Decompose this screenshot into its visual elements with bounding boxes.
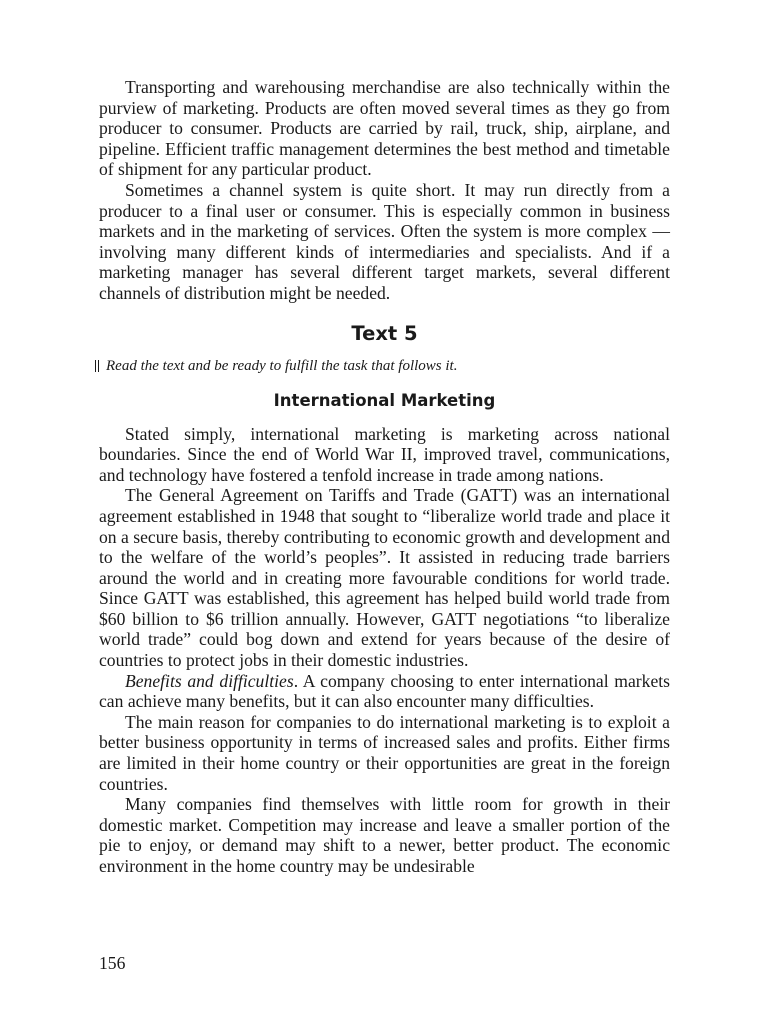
article-title: International Marketing <box>273 390 496 410</box>
task-instruction <box>95 356 670 376</box>
paragraph-channel-system: Sometimes a channel system is quite short. It may run directly from a producer to a final user or consumer. This is especially common in business markets and in the marketing of services. Often the system is more complex — involving many different kinds of intermediaries and specialists. And if a marketing manager has several different target markets, several different channels of distribution might be needed. <box>99 179 670 303</box>
instruction-text: Read the text and be ready to fulfill the task that follows it. <box>106 357 458 374</box>
section-heading: Text 5 <box>351 321 418 345</box>
instruction-marker-icon <box>95 360 99 372</box>
paragraph-benefits <box>99 671 670 712</box>
benefits-text: . A company choosing to enter international markets can achieve many benefits, but it can also encounter many difficulties. <box>99 670 670 712</box>
paragraph-gatt: The General Agreement on Tariffs and Trade (GATT) was an international agreement established in 1948 that sought to “liberalize world trade and place it on a secure basis, thereby contributing to economic growth and development and to the welfare of the world’s peoples”. It assisted in reducing trade barriers around the world and in creating more favourable conditions for world trade. Since GATT was established, this agreement has helped build world trade from $60 billion to $6 trillion annually. However, GATT negotiations “to liberalize world trade” could bog down and extend for years because of the desire of countries to protect jobs in their domestic industries. <box>99 485 670 671</box>
benefits-subheading: Benefits and difficulties <box>125 670 294 691</box>
paragraph-growth: Many companies find themselves with little room for growth in their domestic market. Competition may increase and leave a smaller portion of the pie to enjoy, or demand may shift to a newer, better product. The economic environment in the home country may be undesirable <box>99 794 670 876</box>
paragraph-transporting: Transporting and warehousing merchandise are also technically within the purview of marketing. Products are often moved several times as they go from producer to consumer. Products are carried by rail, truck, ship, airplane, and pipeline. Efficient traffic management determines the best method and timetable of shipment for any particular product. <box>99 77 670 180</box>
page-number: 156 <box>99 953 126 973</box>
text-column <box>99 77 670 877</box>
paragraph-definition: Stated simply, international marketing is marketing across national boundaries. Since the end of World War II, improved travel, communications, and technology have fostered a tenfold increase in trade among nations. <box>99 423 670 485</box>
paragraph-main-reason: The main reason for companies to do international marketing is to exploit a better business opportunity in terms of increased sales and profits. Either firms are limited in their home country or their opportunities are great in the foreign countries. <box>99 711 670 794</box>
